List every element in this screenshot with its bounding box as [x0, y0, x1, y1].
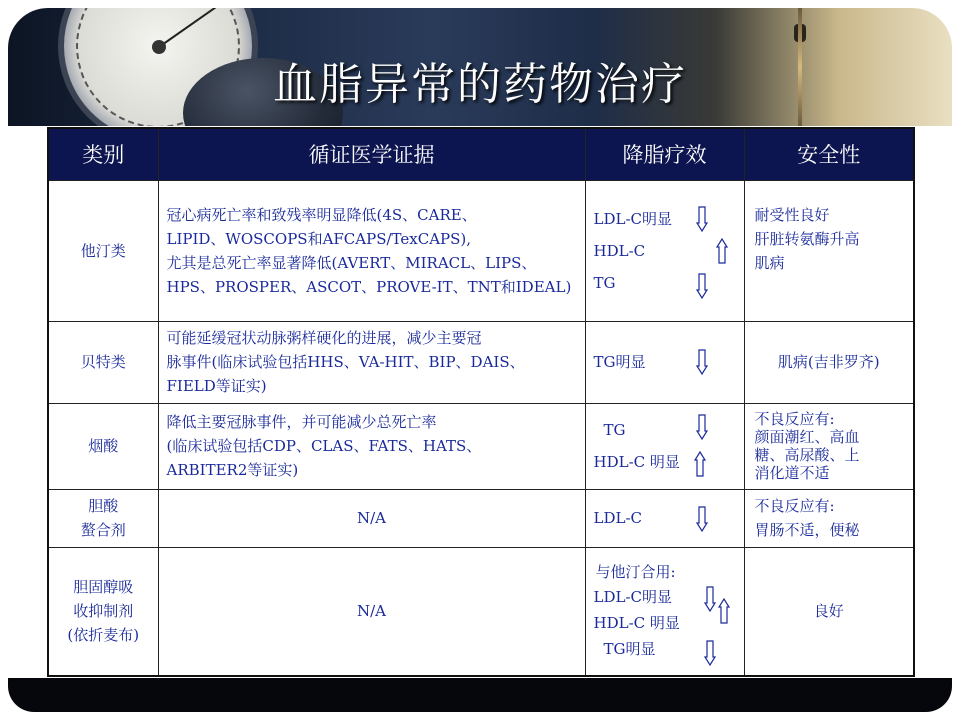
efficacy-line — [594, 414, 736, 446]
header-banner — [8, 8, 952, 126]
safety-cell — [744, 321, 914, 403]
category-cell — [48, 547, 158, 676]
efficacy-text: TG明显 — [593, 353, 646, 371]
category-label: (依折麦布) — [67, 626, 140, 645]
header-evidence: 循证医学证据 — [158, 128, 585, 180]
evidence-cell — [158, 547, 585, 676]
evidence-line: 冠心病死亡率和致残率明显降低(4S、CARE、 — [166, 205, 477, 224]
efficacy-text: LDL-C明显 — [593, 209, 672, 228]
category-label: 螯合剂 — [80, 521, 126, 539]
efficacy-line — [594, 235, 736, 267]
category-cell — [48, 180, 158, 321]
efficacy-text: TG — [593, 273, 616, 292]
category-cell — [48, 403, 158, 489]
safety-line: 肌病 — [754, 253, 785, 272]
safety-line: 不良反应有: — [754, 410, 835, 428]
efficacy-text: TG — [603, 421, 626, 439]
efficacy-text: LDL-C明显 — [593, 588, 672, 607]
up-arrow-icon — [718, 598, 730, 624]
safety-line: 肝脏转氨酶升高 — [754, 229, 860, 248]
evidence-line: FIELD等证实) — [166, 377, 267, 395]
category-cell — [48, 321, 158, 403]
category-label: 贝特类 — [80, 353, 126, 371]
evidence-cell — [158, 489, 585, 547]
evidence-line: HPS、PROSPER、ASCOT、PROVE-IT、TNT和IDEAL) — [166, 277, 572, 296]
up-arrow-icon — [694, 451, 706, 477]
table-row — [48, 180, 914, 321]
evidence-line: (临床试验包括CDP、CLAS、FATS、HATS、 — [166, 437, 482, 455]
evidence-line: N/A — [356, 602, 386, 621]
safety-cell — [744, 489, 914, 547]
table-row — [48, 403, 914, 489]
efficacy-line — [594, 636, 736, 662]
safety-cell — [744, 547, 914, 676]
efficacy-text: TG明显 — [603, 640, 656, 659]
evidence-line: ARBITER2等证实) — [166, 461, 299, 479]
drug-therapy-table — [47, 127, 915, 677]
down-arrow-icon — [704, 640, 716, 666]
category-label: 他汀类 — [80, 241, 126, 260]
down-arrow-icon — [704, 586, 716, 612]
safety-cell — [744, 180, 914, 321]
footer-bar — [8, 678, 952, 712]
efficacy-cell — [585, 489, 744, 547]
evidence-line: N/A — [356, 509, 386, 527]
table-row — [48, 489, 914, 547]
efficacy-text: HDL-C 明显 — [593, 453, 680, 471]
efficacy-text: HDL-C — [593, 241, 646, 260]
category-label: 胆固醇吸 — [73, 578, 134, 597]
efficacy-cell — [585, 403, 744, 489]
header-safety: 安全性 — [744, 128, 914, 180]
header-category: 类别 — [48, 128, 158, 180]
category-label: 烟酸 — [88, 437, 119, 455]
slide-title: 血脂异常的药物治疗 — [273, 59, 687, 110]
safety-line: 耐受性良好 — [754, 205, 830, 224]
efficacy-text: HDL-C 明显 — [593, 614, 680, 633]
efficacy-line — [594, 584, 736, 610]
efficacy-line — [594, 610, 736, 636]
category-label: 胆酸 — [88, 497, 119, 515]
down-arrow-icon — [696, 206, 708, 232]
efficacy-text: LDL-C — [593, 509, 642, 527]
efficacy-intro: 与他汀合用: — [595, 563, 676, 582]
safety-line: 糖、高尿酸、上 — [754, 446, 860, 464]
evidence-line: LIPID、WOSCOPS和AFCAPS/TexCAPS), — [166, 229, 472, 248]
safety-line: 消化道不适 — [754, 464, 830, 482]
safety-line: 肌病(吉非罗齐) — [777, 353, 880, 371]
table-header-row — [48, 128, 914, 180]
efficacy-line — [594, 502, 736, 534]
evidence-line: 脉事件(临床试验包括HHS、VA-HIT、BIP、DAIS、 — [166, 353, 525, 371]
up-arrow-icon — [716, 238, 728, 264]
down-arrow-icon — [696, 273, 708, 299]
efficacy-line — [594, 446, 736, 478]
efficacy-line — [594, 346, 736, 378]
header-efficacy: 降脂疗效 — [585, 128, 744, 180]
safety-line: 胃肠不适，便秘 — [754, 521, 860, 539]
category-cell — [48, 489, 158, 547]
table-row — [48, 321, 914, 403]
efficacy-line — [594, 267, 736, 299]
evidence-line: 降低主要冠脉事件，并可能减少总死亡率 — [166, 413, 437, 431]
down-arrow-icon — [696, 506, 708, 532]
evidence-cell — [158, 321, 585, 403]
efficacy-cell — [585, 180, 744, 321]
table-row — [48, 547, 914, 676]
efficacy-cell — [585, 321, 744, 403]
down-arrow-icon — [696, 414, 708, 440]
evidence-line: 可能延缓冠状动脉粥样硬化的进展，减少主要冠 — [166, 329, 482, 347]
efficacy-cell — [585, 547, 744, 676]
safety-line: 良好 — [813, 602, 844, 621]
evidence-cell — [158, 180, 585, 321]
safety-line: 不良反应有: — [754, 497, 835, 515]
efficacy-line — [594, 203, 736, 235]
safety-line: 颜面潮红、高血 — [754, 428, 860, 446]
evidence-cell — [158, 403, 585, 489]
category-label: 收抑制剂 — [73, 602, 134, 621]
down-arrow-icon — [696, 349, 708, 375]
evidence-line: 尤其是总死亡率显著降低(AVERT、MIRACL、LIPS、 — [166, 253, 537, 272]
safety-cell — [744, 403, 914, 489]
